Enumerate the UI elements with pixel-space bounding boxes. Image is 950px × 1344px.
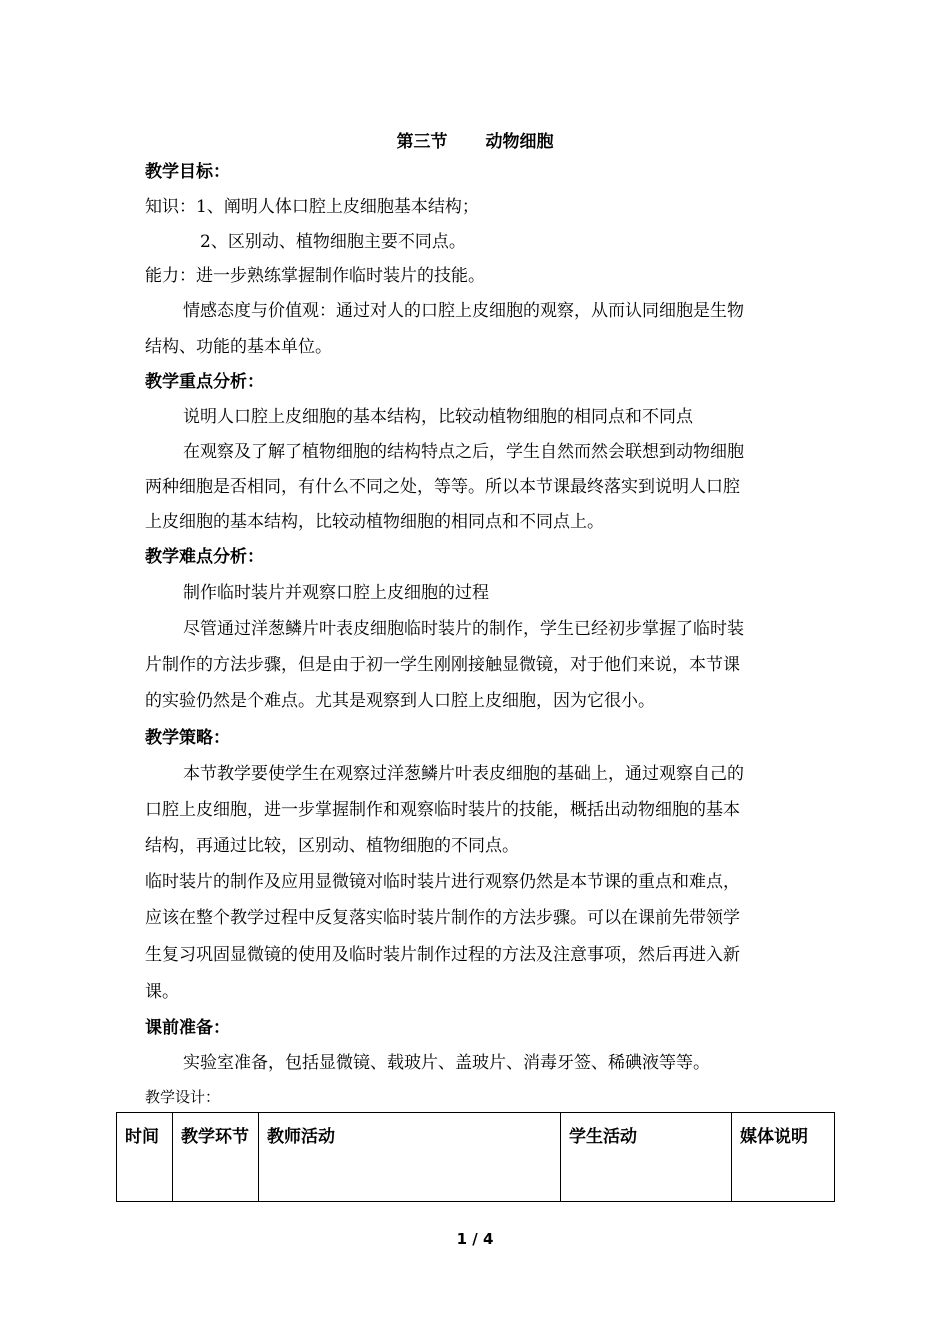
key-points-line: 说明人口腔上皮细胞的基本结构，比较动植物细胞的相同点和不同点 xyxy=(183,407,693,427)
strategy-line: 生复习巩固显微镜的使用及临时装片制作过程的方法及注意事项，然后再进入新 xyxy=(145,945,740,965)
goals-emotion-1: 情感态度与价值观：通过对人的口腔上皮细胞的观察，从而认同细胞是生物 xyxy=(183,301,744,321)
goals-heading: 教学目标： xyxy=(145,162,230,182)
difficulties-line: 片制作的方法步骤，但是由于初一学生刚刚接触显微镜，对于他们来说，本节课 xyxy=(145,655,740,675)
column-header-time: 时间 xyxy=(117,1113,173,1202)
design-table xyxy=(116,1112,835,1202)
strategy-line: 结构，再通过比较，区别动、植物细胞的不同点。 xyxy=(145,836,519,856)
difficulties-line: 的实验仍然是个难点。尤其是观察到人口腔上皮细胞，因为它很小。 xyxy=(145,691,655,711)
goals-ability: 能力：进一步熟练掌握制作临时装片的技能。 xyxy=(145,266,485,286)
preparation-heading: 课前准备： xyxy=(145,1018,230,1038)
goals-emotion-2: 结构、功能的基本单位。 xyxy=(145,337,332,357)
preparation-line: 实验室准备，包括显微镜、载玻片、盖玻片、消毒牙签、稀碘液等等。 xyxy=(183,1053,710,1073)
difficulties-line: 制作临时装片并观察口腔上皮细胞的过程 xyxy=(183,583,489,603)
strategy-heading: 教学策略： xyxy=(145,728,230,748)
strategy-line: 课。 xyxy=(145,982,179,1002)
difficulties-heading: 教学难点分析： xyxy=(145,547,264,567)
strategy-line: 口腔上皮细胞，进一步掌握制作和观察临时装片的技能，概括出动物细胞的基本 xyxy=(145,800,740,820)
strategy-line: 本节教学要使学生在观察过洋葱鳞片叶表皮细胞的基础上，通过观察自己的 xyxy=(183,764,744,784)
goals-knowledge-1: 知识：1、阐明人体口腔上皮细胞基本结构； xyxy=(145,197,479,217)
strategy-line: 应该在整个教学过程中反复落实临时装片制作的方法步骤。可以在课前先带领学 xyxy=(145,908,740,928)
design-heading: 教学设计： xyxy=(145,1088,221,1106)
section-number: 第三节 xyxy=(396,132,448,152)
column-header-student: 学生活动 xyxy=(561,1113,732,1202)
key-points-heading: 教学重点分析： xyxy=(145,372,264,392)
table-header-row xyxy=(117,1113,835,1202)
section-name: 动物细胞 xyxy=(485,132,554,152)
page-number: 1 / 4 xyxy=(456,1230,494,1248)
key-points-line: 在观察及了解了植物细胞的结构特点之后，学生自然而然会联想到动物细胞 xyxy=(183,442,744,462)
column-header-teacher: 教师活动 xyxy=(259,1113,561,1202)
column-header-media: 媒体说明 xyxy=(732,1113,835,1202)
goals-knowledge-2: 2、区别动、植物细胞主要不同点。 xyxy=(200,232,466,252)
strategy-line: 临时装片的制作及应用显微镜对临时装片进行观察仍然是本节课的重点和难点， xyxy=(145,872,740,892)
key-points-line: 两种细胞是否相同，有什么不同之处，等等。所以本节课最终落实到说明人口腔 xyxy=(145,477,740,497)
key-points-line: 上皮细胞的基本结构，比较动植物细胞的相同点和不同点上。 xyxy=(145,512,604,532)
difficulties-line: 尽管通过洋葱鳞片叶表皮细胞临时装片的制作，学生已经初步掌握了临时装 xyxy=(183,619,744,639)
column-header-stage: 教学环节 xyxy=(173,1113,259,1202)
page-title xyxy=(0,127,950,152)
